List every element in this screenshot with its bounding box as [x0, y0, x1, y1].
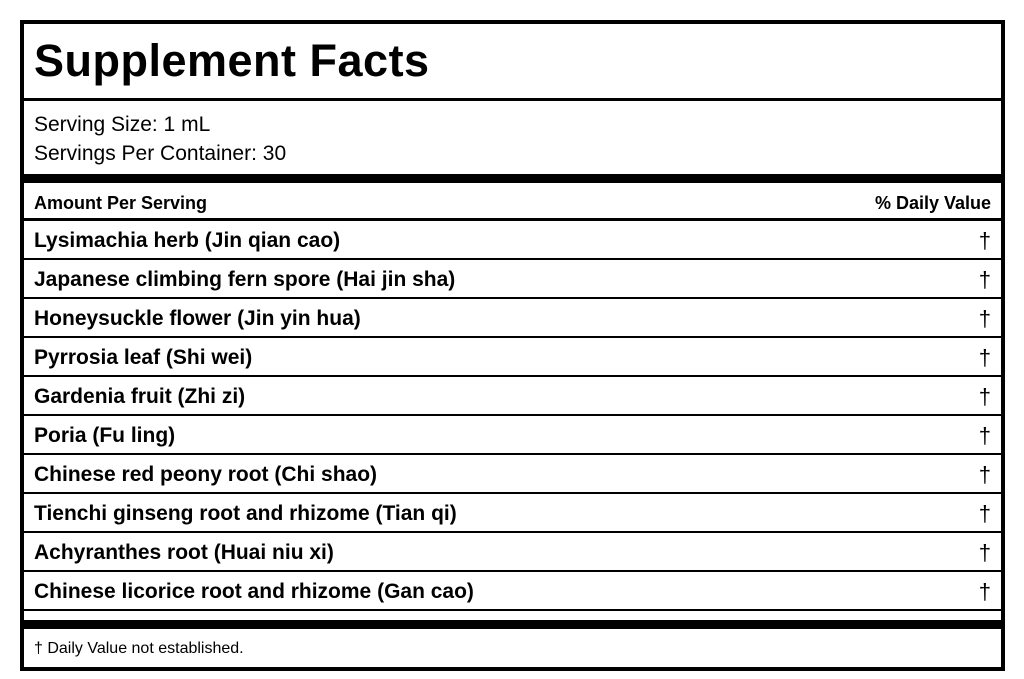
thick-divider-top [24, 174, 1001, 183]
ingredient-name: Chinese red peony root (Chi shao) [34, 463, 378, 486]
ingredient-row [24, 572, 1001, 611]
ingredient-row [24, 299, 1001, 338]
amount-per-serving-header: Amount Per Serving [34, 193, 208, 213]
thick-divider-bottom [24, 620, 1001, 629]
ingredient-name: Gardenia fruit (Zhi zi) [34, 385, 246, 408]
ingredient-row [24, 221, 1001, 260]
title-divider [24, 98, 1001, 101]
serving-size: Serving Size: 1 mL [34, 113, 211, 136]
ingredient-name: Chinese licorice root and rhizome (Gan cao) [34, 580, 474, 603]
servings-per-container: Servings Per Container: 30 [34, 142, 287, 165]
ingredient-dv: † [978, 462, 991, 487]
ingredient-row [24, 416, 1001, 455]
ingredient-dv: † [978, 423, 991, 448]
ingredient-dv: † [978, 345, 991, 370]
footnote: † Daily Value not established. [34, 640, 244, 657]
ingredient-row [24, 260, 1001, 299]
panel-title: Supplement Facts [34, 35, 430, 86]
ingredient-name: Poria (Fu ling) [34, 424, 176, 447]
ingredient-row [24, 377, 1001, 416]
supplement-facts-panel [20, 20, 1005, 671]
ingredient-dv: † [978, 579, 991, 604]
ingredient-row [24, 338, 1001, 377]
ingredient-name: Lysimachia herb (Jin qian cao) [34, 229, 341, 252]
ingredient-name: Pyrrosia leaf (Shi wei) [34, 346, 253, 369]
ingredient-row [24, 533, 1001, 572]
ingredient-name: Japanese climbing fern spore (Hai jin sha) [34, 268, 456, 291]
ingredient-dv: † [978, 501, 991, 526]
ingredient-name: Honeysuckle flower (Jin yin hua) [34, 307, 361, 330]
row-divider [24, 609, 1001, 611]
ingredient-dv: † [978, 384, 991, 409]
ingredient-row [24, 455, 1001, 494]
ingredient-name: Tienchi ginseng root and rhizome (Tian qi) [34, 502, 457, 525]
ingredient-row [24, 494, 1001, 533]
ingredient-dv: † [978, 267, 991, 292]
ingredient-dv: † [978, 540, 991, 565]
daily-value-header: % Daily Value [874, 193, 991, 213]
ingredient-dv: † [978, 306, 991, 331]
ingredient-dv: † [978, 228, 991, 253]
ingredient-name: Achyranthes root (Huai niu xi) [34, 541, 334, 564]
